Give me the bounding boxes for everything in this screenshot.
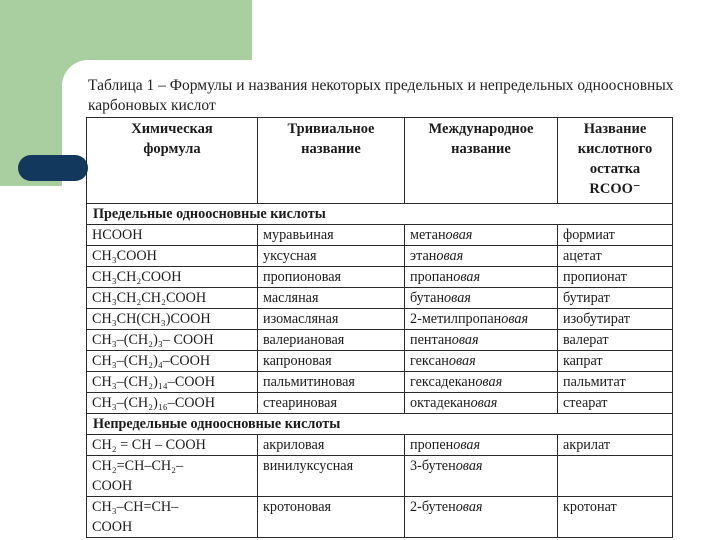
intl-suffix: овая — [445, 226, 473, 243]
table-row — [87, 267, 673, 288]
cell-formula: CH₃CH(CH₃)COOH — [87, 309, 258, 330]
intl-suffix: овая — [451, 331, 479, 348]
intl-suffix: овая — [444, 289, 471, 306]
cell-residue: капрат — [558, 351, 673, 372]
cell-trivial: кротоновая — [258, 497, 405, 538]
cell-residue — [558, 456, 673, 497]
cell-international — [405, 497, 558, 538]
table-caption: Таблица 1 – Формулы и названия некоторых предельных и непредельных одноосновных карбоновых кислот — [88, 77, 674, 114]
intl-suffix: овая — [455, 499, 483, 515]
cell-international — [405, 288, 558, 309]
intl-stem: гексадекан — [410, 373, 476, 390]
intl-suffix: овая — [470, 394, 498, 411]
cell-residue: стеарат — [558, 393, 673, 414]
table-row — [87, 309, 673, 330]
intl-stem: метан — [410, 226, 446, 243]
cell-international — [405, 246, 558, 267]
table-row — [87, 330, 673, 351]
table-row — [87, 497, 673, 538]
cell-trivial: акриловая — [258, 435, 405, 456]
cell-trivial: капроновая — [258, 351, 405, 372]
intl-stem: пропен — [410, 436, 454, 453]
cell-trivial: валериановая — [258, 330, 405, 351]
header-trivial: Тривиальное название — [258, 118, 405, 204]
section-row-saturated — [87, 204, 673, 225]
section-unsaturated: Непредельные одноосновные кислоты — [87, 414, 673, 435]
intl-stem: этан — [410, 247, 437, 264]
intl-stem: пентан — [410, 331, 452, 348]
intl-suffix: овая — [455, 458, 483, 474]
table-row — [87, 351, 673, 372]
cell-trivial: уксусная — [258, 246, 405, 267]
accent-bar — [18, 155, 88, 181]
intl-suffix: овая — [436, 247, 464, 264]
cell-international — [405, 372, 558, 393]
cell-residue: формиат — [558, 225, 673, 246]
section-row-unsaturated — [87, 414, 673, 435]
header-international: Международное название — [405, 118, 558, 204]
intl-suffix: овая — [475, 373, 503, 390]
cell-residue: пальмитат — [558, 372, 673, 393]
table-row — [87, 225, 673, 246]
intl-stem: бутан — [410, 289, 445, 306]
cell-residue: бутират — [558, 288, 673, 309]
cell-formula: CH₃CH₂CH₂COOH — [87, 288, 258, 309]
cell-residue: кротонат — [558, 497, 673, 538]
cell-international — [405, 456, 558, 497]
header-formula: Химическая формула — [87, 118, 258, 204]
header-residue: Название кислотного остатка RCOO⁻ — [558, 118, 673, 204]
table-row — [87, 393, 673, 414]
intl-stem: пропан — [410, 268, 454, 285]
cell-international — [405, 225, 558, 246]
cell-international — [405, 309, 558, 330]
intl-suffix: овая — [453, 268, 481, 285]
cell-formula: CH₃–(CH₂)₄–COOH — [87, 351, 258, 372]
cell-residue: акрилат — [558, 435, 673, 456]
cell-international — [405, 351, 558, 372]
intl-stem: 3-бутен — [410, 458, 456, 474]
cell-international — [405, 393, 558, 414]
cell-trivial: муравьиная — [258, 225, 405, 246]
cell-formula: CH₂=CH–CH₂– COOH — [87, 456, 258, 497]
header-row — [87, 118, 673, 204]
cell-trivial: винилуксусная — [258, 456, 405, 497]
cell-formula: CH₃–(CH₂)₁₆–COOH — [87, 393, 258, 414]
cell-formula: CH₂ = CH – COOH — [87, 435, 258, 456]
intl-suffix: овая — [501, 310, 529, 327]
intl-suffix: овая — [448, 352, 476, 369]
cell-formula: CH₃COOH — [87, 246, 258, 267]
cell-trivial: пропионовая — [258, 267, 405, 288]
table-row — [87, 456, 673, 497]
table-row — [87, 288, 673, 309]
intl-suffix: овая — [453, 436, 481, 453]
table-row — [87, 246, 673, 267]
cell-formula: CH₃–CH=CH– COOH — [87, 497, 258, 538]
cell-formula: CH₃–(CH₂)₃– COOH — [87, 330, 258, 351]
cell-trivial: стеариновая — [258, 393, 405, 414]
cell-residue: ацетат — [558, 246, 673, 267]
cell-formula: CH₃CH₂COOH — [87, 267, 258, 288]
cell-trivial: пальмитиновая — [258, 372, 405, 393]
table-row — [87, 372, 673, 393]
section-saturated: Предельные одноосновные кислоты — [87, 204, 673, 225]
cell-formula: CH₃–(CH₂)₁₄–COOH — [87, 372, 258, 393]
cell-international — [405, 435, 558, 456]
cell-residue: изобутират — [558, 309, 673, 330]
intl-stem: 2-метилпропан — [410, 310, 502, 327]
cell-formula: HCOOH — [87, 225, 258, 246]
table-row — [87, 435, 673, 456]
cell-residue: пропионат — [558, 267, 673, 288]
cell-residue: валерат — [558, 330, 673, 351]
intl-stem: октадекан — [410, 394, 471, 411]
cell-international — [405, 267, 558, 288]
cell-trivial: изомасляная — [258, 309, 405, 330]
cell-trivial: масляная — [258, 288, 405, 309]
cell-international — [405, 330, 558, 351]
intl-stem: 2-бутен — [410, 499, 456, 515]
acids-table — [86, 117, 673, 538]
intl-stem: гексан — [410, 352, 449, 369]
